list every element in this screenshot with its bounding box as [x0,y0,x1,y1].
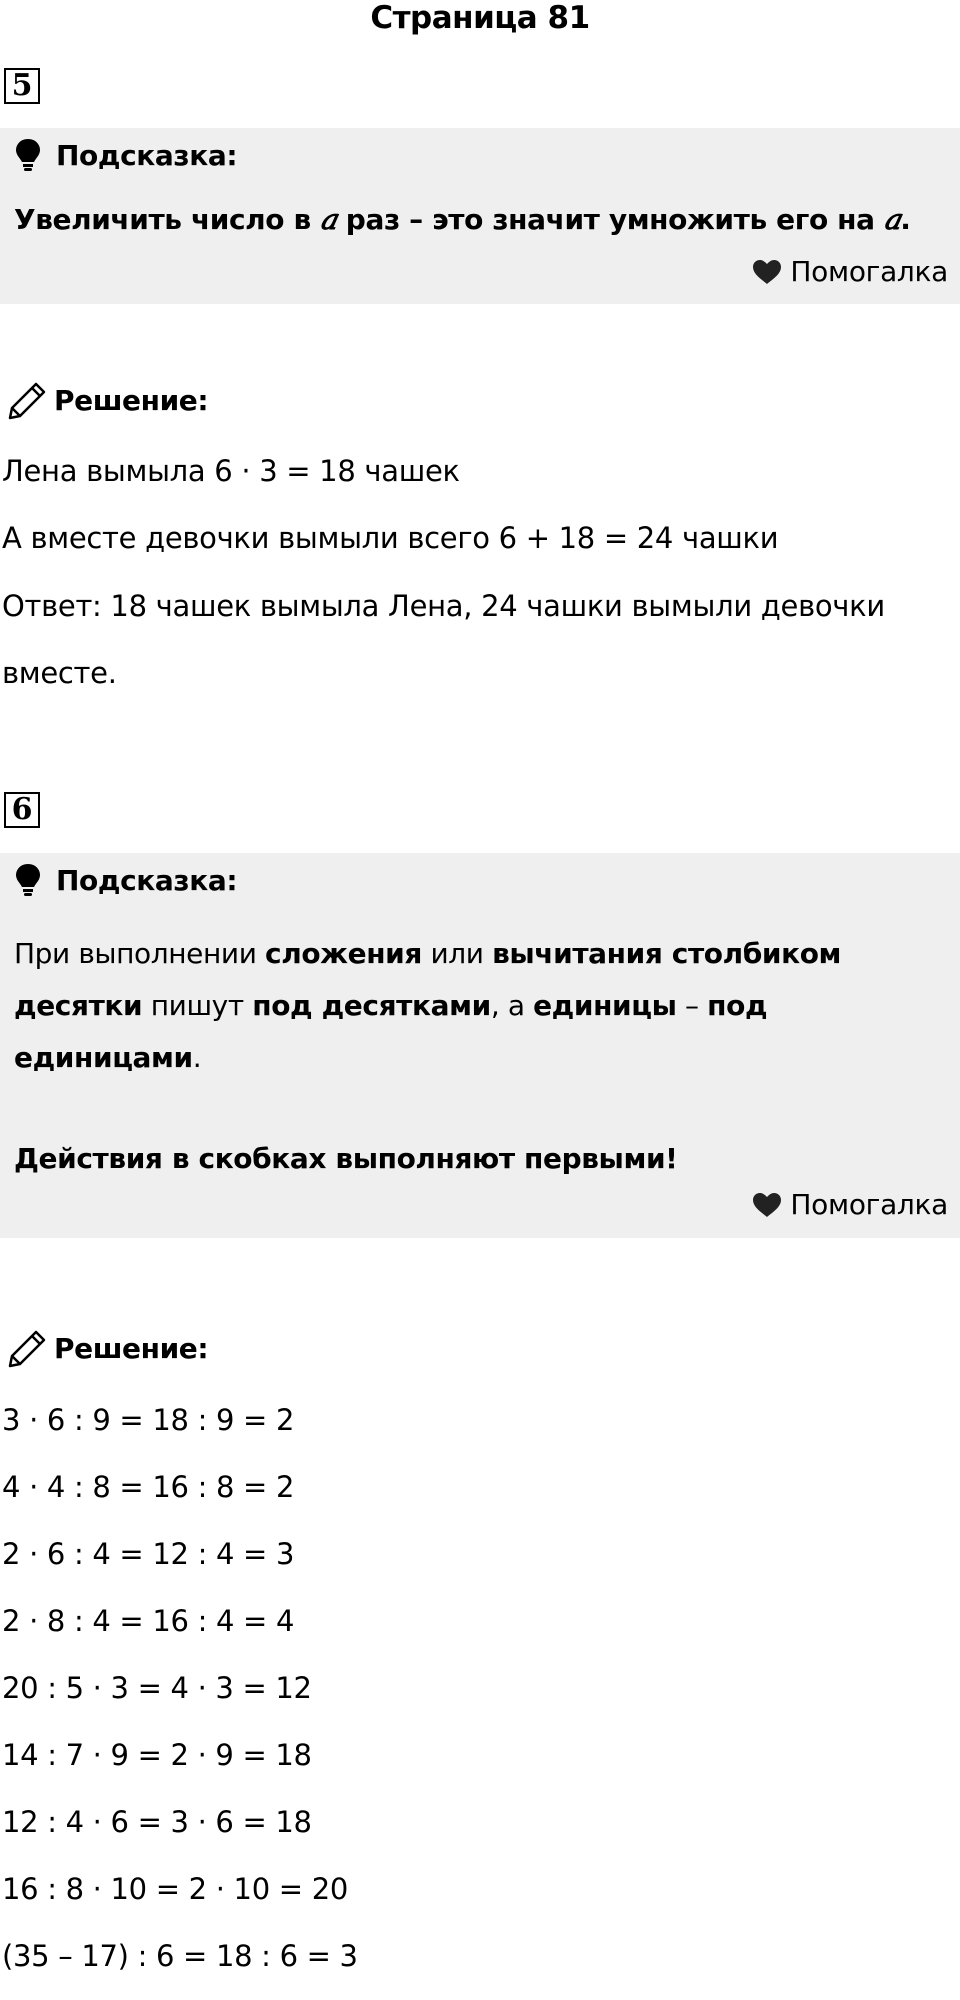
solution-line: А вместе девочки вымыли всего 6 + 18 = 24 чашки [2,521,779,555]
hint-paragraph: При выполнении сложения или вычитания столбиком десятки пишут под десятками, а единицы – под единицами. [14,937,842,1074]
hint-box-task6 [0,853,960,1238]
solution-line: 2 · 8 : 4 = 16 : 4 = 4 [2,1604,295,1638]
solution-line: (35 – 17) : 6 = 18 : 6 = 3 [2,1939,358,1973]
hint-rule: Действия в скобках выполняют первыми! [14,1142,678,1175]
solution-line: Ответ: 18 чашек вымыла Лена, 24 чашки вымыли девочки [2,589,885,623]
hint-title: Подсказка: [56,139,238,172]
solution-line: 14 : 7 · 9 = 2 · 9 = 18 [2,1738,312,1772]
hint-text: Увеличить число в 𝑎 раз – это значит умножить его на 𝑎. [14,203,911,236]
source-text: Помогалка [790,1188,948,1221]
heart-icon [752,1192,782,1218]
source-label [752,254,948,290]
source-label [752,1187,948,1223]
solution-line: 2 · 6 : 4 = 12 : 4 = 3 [2,1537,295,1571]
hint-header [14,863,237,899]
solution-line: Лена вымыла 6 · 3 = 18 чашек [2,454,460,488]
heart-icon [752,259,782,285]
page-title: Страница 81 [370,0,590,36]
pencil-icon [6,380,48,422]
solution-line: 12 : 4 · 6 = 3 · 6 = 18 [2,1805,312,1839]
solution-line: 20 : 5 · 3 = 4 · 3 = 12 [2,1671,312,1705]
lightbulb-icon [14,863,42,899]
lightbulb-icon [14,138,42,174]
solution-line: 3 · 6 : 9 = 18 : 9 = 2 [2,1403,295,1437]
task-number-5: 5 [4,68,40,104]
solution-header [6,1328,208,1370]
hint-box-task5 [0,128,960,304]
hint-header [14,138,237,174]
solution-header [6,380,208,422]
source-text: Помогалка [790,255,948,288]
task-number-6: 6 [4,792,40,828]
solution-title: Решение: [54,1332,209,1365]
hint-title: Подсказка: [56,864,238,897]
solution-line: 16 : 8 · 10 = 2 · 10 = 20 [2,1872,348,1906]
solution-line: вместе. [2,656,117,690]
solution-title: Решение: [54,384,209,417]
pencil-icon [6,1328,48,1370]
solution-line: 4 · 4 : 8 = 16 : 8 = 2 [2,1470,295,1504]
